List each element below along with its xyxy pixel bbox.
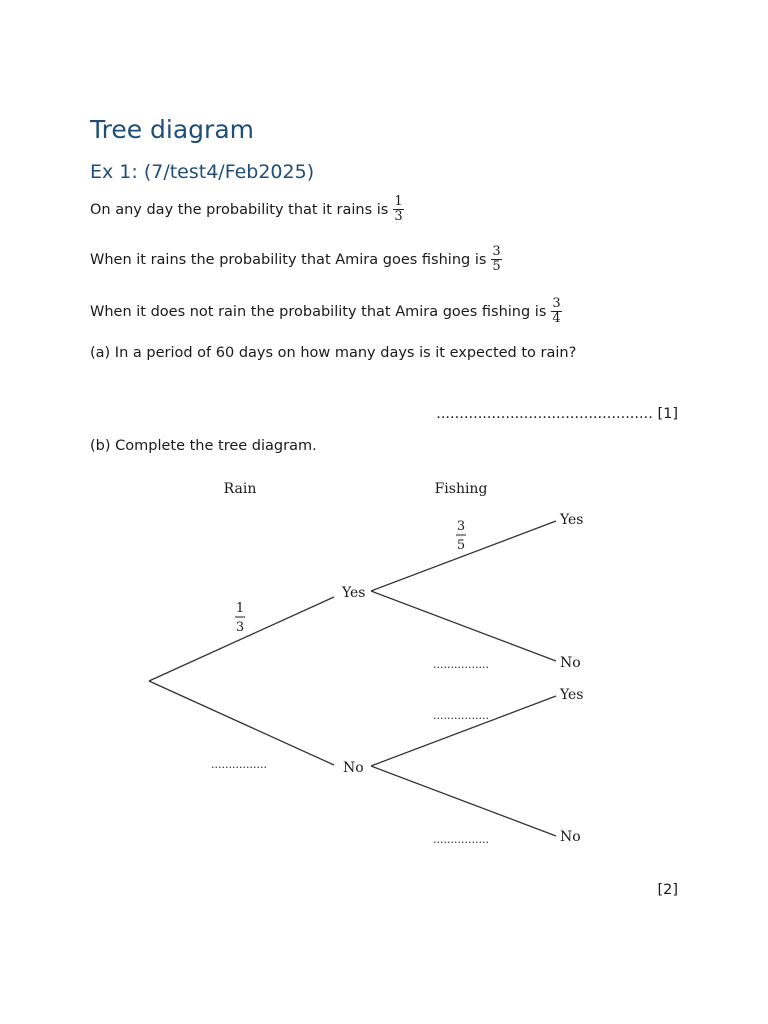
prob-fish-fraction: [456, 519, 466, 553]
node-rain-no: No: [343, 760, 364, 776]
question-b: (b) Complete the tree diagram.: [90, 438, 317, 454]
statement-text: When it rains the probability that Amira goes fishing is: [90, 251, 487, 268]
branch-rain-no: [149, 681, 334, 765]
header-rain: Rain: [223, 481, 257, 497]
branch-no-fish-yes: [371, 696, 556, 766]
header-fishing: Fishing: [434, 481, 488, 497]
fraction-denominator: 4: [552, 311, 561, 326]
fraction-numerator: 1: [235, 601, 245, 616]
fraction-denominator: 5: [456, 538, 466, 553]
blank-no-fish-no: ................: [433, 833, 489, 846]
statement-text: On any day the probability that it rains is: [90, 201, 389, 218]
branch-yes-fish-no: [371, 591, 556, 661]
blank-yes-fish-no: ................: [433, 658, 489, 671]
leaf-yes-yes: Yes: [560, 512, 584, 528]
fraction-denominator: 3: [394, 209, 403, 224]
fraction-numerator: 3: [552, 296, 561, 311]
exercise-heading: Ex 1: (7/test4/Feb2025): [90, 161, 315, 183]
answer-line-a: ............................................... [1]: [436, 406, 678, 422]
leaf-no-yes: Yes: [560, 687, 584, 703]
fraction-numerator: 1: [394, 194, 403, 209]
fraction-numerator: 3: [456, 519, 466, 534]
marks-b: [2]: [657, 882, 678, 898]
fraction-numerator: 3: [492, 244, 501, 259]
blank-no-fish-yes: ................: [433, 709, 489, 722]
page-title: Tree diagram: [90, 115, 254, 144]
fraction-denominator: 5: [492, 259, 501, 274]
leaf-yes-no: No: [560, 655, 581, 671]
leaf-no-no: No: [560, 829, 581, 845]
tree-branches: [149, 521, 556, 836]
branch-no-fish-no: [371, 766, 556, 836]
fraction-denominator: 3: [235, 620, 245, 635]
statement-text: When it does not rain the probability that Amira goes fishing is: [90, 303, 547, 320]
blank-rain-no: ................: [211, 758, 267, 771]
question-a: (a) In a period of 60 days on how many days is it expected to rain?: [90, 345, 577, 361]
prob-rain-fraction: [235, 601, 245, 635]
node-rain-yes: Yes: [342, 585, 366, 601]
